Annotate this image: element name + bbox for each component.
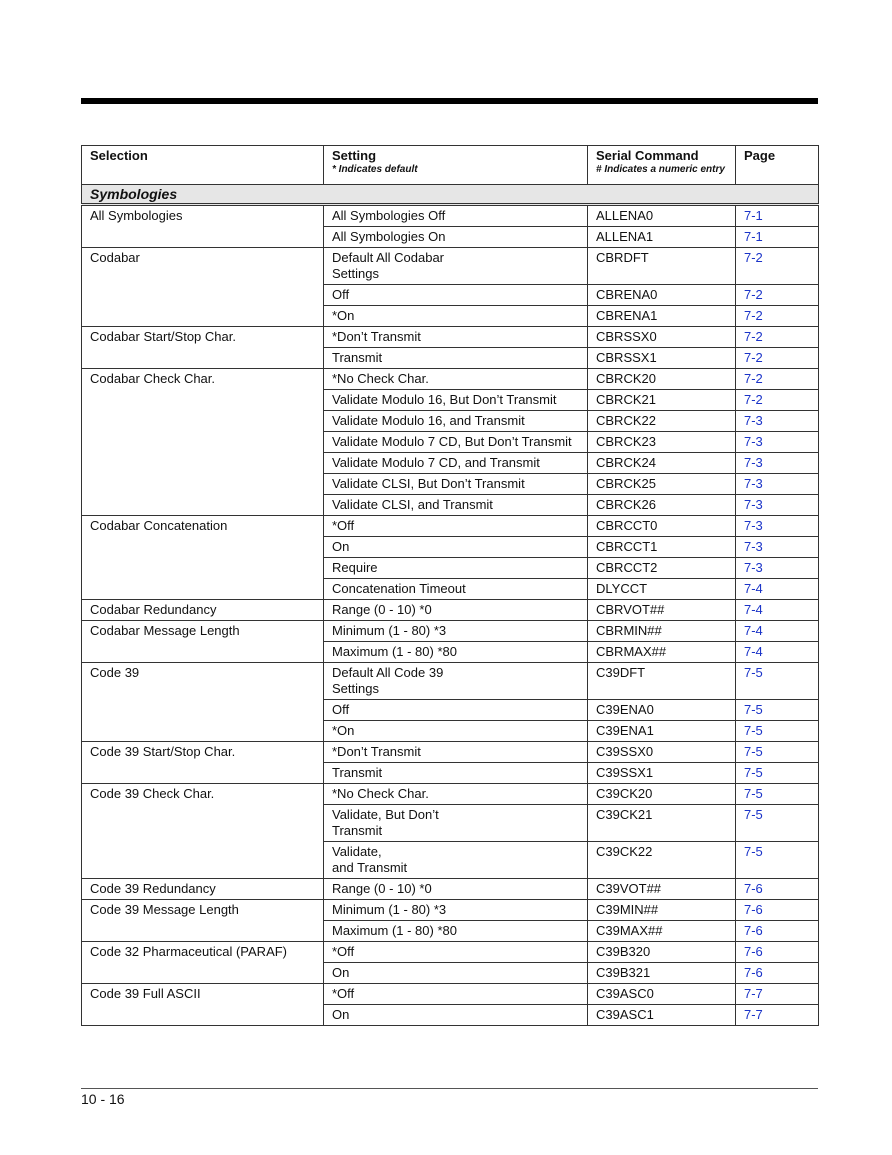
table-row [82, 248, 819, 285]
setting-cell: On [324, 1005, 588, 1026]
serial-command-cell: C39ENA1 [588, 721, 736, 742]
page-link[interactable]: 7-4 [736, 642, 819, 663]
selection-cell: Codabar [82, 248, 324, 327]
table-row [82, 621, 819, 642]
selection-cell: Code 39 Full ASCII [82, 984, 324, 1026]
setting-cell: Validate Modulo 7 CD, and Transmit [324, 453, 588, 474]
setting-cell: All Symbologies Off [324, 205, 588, 227]
serial-command-cell: C39DFT [588, 663, 736, 700]
page-link[interactable]: 7-2 [736, 306, 819, 327]
page-link[interactable]: 7-3 [736, 495, 819, 516]
header-setting-label: Setting [332, 148, 377, 163]
setting-cell: Off [324, 285, 588, 306]
header-page: Page [736, 146, 819, 185]
table-row [82, 516, 819, 537]
serial-command-cell: C39B321 [588, 963, 736, 984]
table-row [82, 984, 819, 1005]
page-link[interactable]: 7-3 [736, 474, 819, 495]
page-link[interactable]: 7-2 [736, 348, 819, 369]
serial-command-cell: CBRCCT1 [588, 537, 736, 558]
table-row [82, 879, 819, 900]
top-rule [81, 98, 818, 104]
selection-cell: Codabar Start/Stop Char. [82, 327, 324, 369]
serial-command-cell: CBRCK25 [588, 474, 736, 495]
serial-command-cell: C39B320 [588, 942, 736, 963]
serial-command-cell: CBRCK26 [588, 495, 736, 516]
page-link[interactable]: 7-6 [736, 879, 819, 900]
setting-cell: Transmit [324, 348, 588, 369]
serial-command-cell: CBRSSX0 [588, 327, 736, 348]
setting-cell: On [324, 537, 588, 558]
serial-command-cell: C39ASC0 [588, 984, 736, 1005]
serial-command-cell: CBRCK23 [588, 432, 736, 453]
table-body [82, 185, 819, 1026]
table-row [82, 205, 819, 227]
setting-cell: On [324, 963, 588, 984]
setting-cell: Validate Modulo 16, But Don’t Transmit [324, 390, 588, 411]
page-link[interactable]: 7-2 [736, 285, 819, 306]
serial-command-cell: ALLENA0 [588, 205, 736, 227]
page-link[interactable]: 7-3 [736, 411, 819, 432]
table-row [82, 942, 819, 963]
page-number: 10 - 16 [81, 1091, 125, 1107]
selection-cell: All Symbologies [82, 205, 324, 248]
serial-command-cell: C39CK20 [588, 784, 736, 805]
setting-cell: Validate Modulo 7 CD, But Don’t Transmit [324, 432, 588, 453]
page-link[interactable]: 7-5 [736, 784, 819, 805]
serial-command-cell: CBRCK21 [588, 390, 736, 411]
setting-cell: *Off [324, 942, 588, 963]
setting-cell: *On [324, 721, 588, 742]
setting-cell: *Don’t Transmit [324, 327, 588, 348]
table-row [82, 369, 819, 390]
table-row [82, 742, 819, 763]
setting-cell: *No Check Char. [324, 784, 588, 805]
selection-cell: Code 39 Check Char. [82, 784, 324, 879]
setting-cell: Minimum (1 - 80) *3 [324, 621, 588, 642]
page-link[interactable]: 7-2 [736, 369, 819, 390]
page-link[interactable]: 7-2 [736, 390, 819, 411]
header-serial-command [588, 146, 736, 185]
setting-cell: Maximum (1 - 80) *80 [324, 921, 588, 942]
page-link[interactable]: 7-5 [736, 805, 819, 842]
page-link[interactable]: 7-6 [736, 921, 819, 942]
setting-cell: *Off [324, 516, 588, 537]
setting-cell: *Off [324, 984, 588, 1005]
setting-cell: Validate, But Don’t Transmit [324, 805, 588, 842]
table-row [82, 900, 819, 921]
setting-cell: Transmit [324, 763, 588, 784]
header-serial-command-note: # Indicates a numeric entry [596, 164, 725, 175]
page-link[interactable]: 7-5 [736, 700, 819, 721]
setting-cell: *Don’t Transmit [324, 742, 588, 763]
header-selection: Selection [82, 146, 324, 185]
setting-cell: Minimum (1 - 80) *3 [324, 900, 588, 921]
selection-cell: Codabar Message Length [82, 621, 324, 663]
table-row [82, 327, 819, 348]
serial-command-cell: C39ASC1 [588, 1005, 736, 1026]
setting-cell: All Symbologies On [324, 227, 588, 248]
setting-cell: Range (0 - 10) *0 [324, 879, 588, 900]
setting-cell: Validate, and Transmit [324, 842, 588, 879]
page-link[interactable]: 7-5 [736, 721, 819, 742]
setting-cell: Default All Code 39 Settings [324, 663, 588, 700]
table-header-row [82, 146, 819, 185]
page-link[interactable]: 7-1 [736, 205, 819, 227]
page-link[interactable]: 7-2 [736, 327, 819, 348]
table-row [82, 784, 819, 805]
setting-cell: Concatenation Timeout [324, 579, 588, 600]
selection-cell: Code 39 Start/Stop Char. [82, 742, 324, 784]
serial-command-cell: CBRVOT## [588, 600, 736, 621]
selection-cell: Codabar Concatenation [82, 516, 324, 600]
serial-command-cell: C39VOT## [588, 879, 736, 900]
serial-command-cell: C39CK21 [588, 805, 736, 842]
page-link[interactable]: 7-7 [736, 1005, 819, 1026]
page-link[interactable]: 7-5 [736, 842, 819, 879]
setting-cell: Off [324, 700, 588, 721]
serial-command-cell: C39ENA0 [588, 700, 736, 721]
page-link[interactable]: 7-4 [736, 600, 819, 621]
serial-command-cell: CBRSSX1 [588, 348, 736, 369]
setting-cell: Validate Modulo 16, and Transmit [324, 411, 588, 432]
page-link[interactable]: 7-5 [736, 663, 819, 700]
serial-command-cell: ALLENA1 [588, 227, 736, 248]
setting-cell: Validate CLSI, and Transmit [324, 495, 588, 516]
serial-command-table [81, 145, 819, 1026]
selection-cell: Code 39 Redundancy [82, 879, 324, 900]
setting-cell: Validate CLSI, But Don’t Transmit [324, 474, 588, 495]
page-link[interactable]: 7-6 [736, 900, 819, 921]
setting-cell: Default All Codabar Settings [324, 248, 588, 285]
serial-command-cell: CBRENA0 [588, 285, 736, 306]
serial-command-cell: C39SSX0 [588, 742, 736, 763]
header-setting [324, 146, 588, 185]
page-link[interactable]: 7-7 [736, 984, 819, 1005]
page-link[interactable]: 7-5 [736, 742, 819, 763]
section-title: Symbologies [82, 185, 819, 205]
page-link[interactable]: 7-4 [736, 621, 819, 642]
selection-cell: Code 32 Pharmaceutical (PARAF) [82, 942, 324, 984]
serial-command-cell: CBRCK20 [588, 369, 736, 390]
selection-cell: Codabar Check Char. [82, 369, 324, 516]
serial-command-cell: DLYCCT [588, 579, 736, 600]
serial-command-cell: C39MIN## [588, 900, 736, 921]
header-serial-command-label: Serial Command [596, 148, 699, 163]
serial-command-cell: CBRDFT [588, 248, 736, 285]
header-setting-note: * Indicates default [332, 164, 418, 175]
setting-cell: Maximum (1 - 80) *80 [324, 642, 588, 663]
selection-cell: Codabar Redundancy [82, 600, 324, 621]
page-link[interactable]: 7-3 [736, 537, 819, 558]
serial-command-cell: CBRCK22 [588, 411, 736, 432]
serial-command-cell: CBRCK24 [588, 453, 736, 474]
page-link[interactable]: 7-3 [736, 558, 819, 579]
serial-command-cell: C39CK22 [588, 842, 736, 879]
serial-command-cell: CBRMIN## [588, 621, 736, 642]
selection-cell: Code 39 [82, 663, 324, 742]
page-link[interactable]: 7-4 [736, 579, 819, 600]
table-row [82, 600, 819, 621]
page-link[interactable]: 7-1 [736, 227, 819, 248]
setting-cell: *No Check Char. [324, 369, 588, 390]
setting-cell: *On [324, 306, 588, 327]
page-link[interactable]: 7-3 [736, 453, 819, 474]
table-row [82, 663, 819, 700]
page-link[interactable]: 7-5 [736, 763, 819, 784]
serial-command-cell: C39SSX1 [588, 763, 736, 784]
serial-command-cell: CBRENA1 [588, 306, 736, 327]
footer-rule [81, 1088, 818, 1089]
serial-command-cell: CBRCCT0 [588, 516, 736, 537]
section-row [82, 185, 819, 205]
page-link[interactable]: 7-3 [736, 432, 819, 453]
serial-command-cell: CBRMAX## [588, 642, 736, 663]
setting-cell: Range (0 - 10) *0 [324, 600, 588, 621]
serial-command-cell: C39MAX## [588, 921, 736, 942]
serial-command-cell: CBRCCT2 [588, 558, 736, 579]
page-link[interactable]: 7-6 [736, 963, 819, 984]
selection-cell: Code 39 Message Length [82, 900, 324, 942]
page-link[interactable]: 7-2 [736, 248, 819, 285]
page-link[interactable]: 7-3 [736, 516, 819, 537]
setting-cell: Require [324, 558, 588, 579]
page-link[interactable]: 7-6 [736, 942, 819, 963]
